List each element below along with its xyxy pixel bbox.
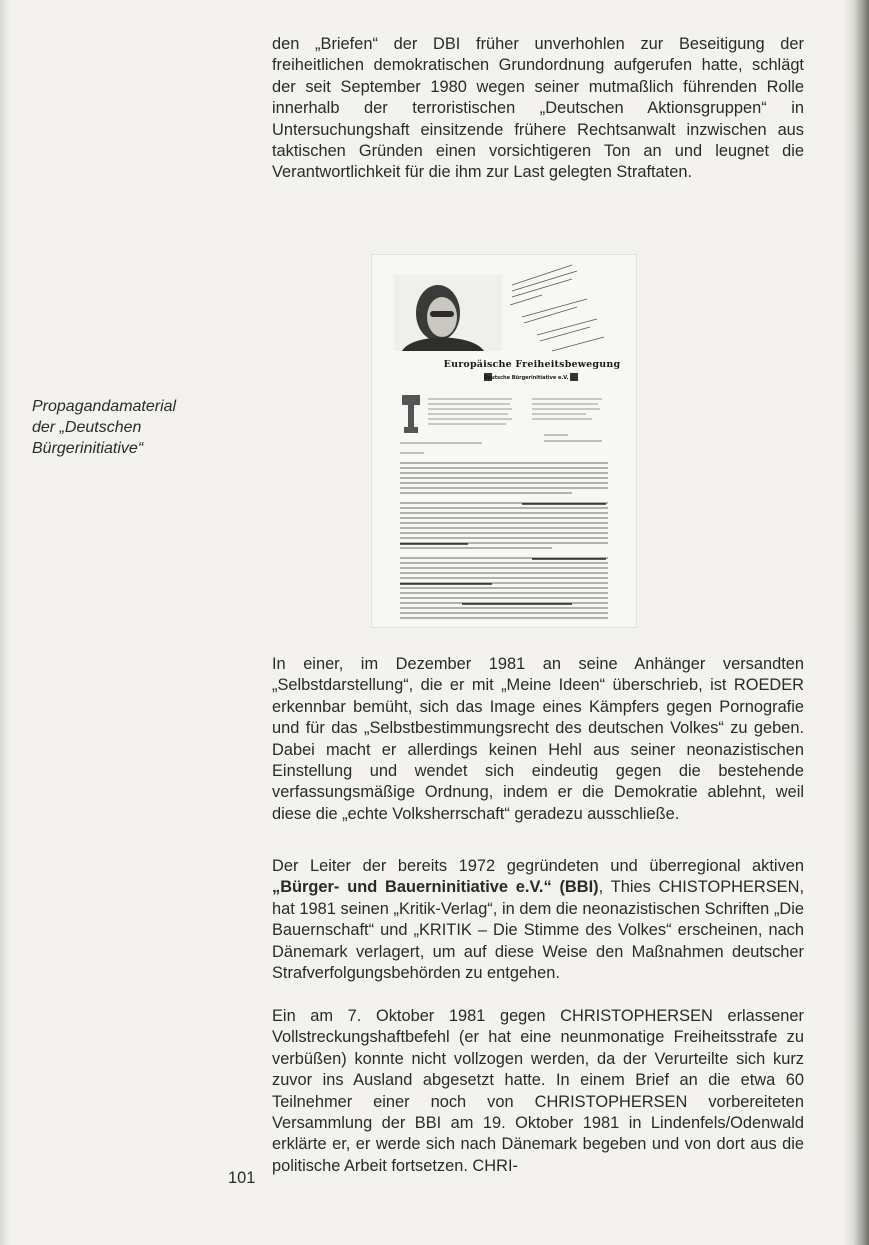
underlined-passages — [400, 504, 606, 604]
letterhead-title: Europäische Freiheitsbewegung — [443, 359, 621, 370]
organization-name-bold: „Bürger- und Bauerninitiative e.V.“ (BBI) — [272, 878, 599, 897]
letter-body-text — [400, 463, 608, 618]
caption-line-3: Bürgerinitiative“ — [32, 440, 144, 457]
letterhead-subtitle: Deutsche Bürgerinitiative e.V. — [483, 375, 569, 381]
address-columns — [428, 399, 602, 424]
statue-figure — [402, 395, 420, 433]
paragraph-intro: den „Briefen“ der DBI früher unverhohlen zur Beseitigung der freiheitlichen demokratischen Grundordnung aufgerufen hatte, schlägt der seit September 1980 wegen seiner mutmaßlich führenden Rolle innerhalb der terroristischen „Deutschen Aktionsgruppen“ in Untersuchungshaft einsitzende frühere Rechtsanwalt inzwischen aus taktischen Gründen einen vorsichtigeren Ton an und leugnet die Verantwortlichkeit für die ihm zur Last gelegten Straftaten. — [272, 35, 804, 182]
document-illustration — [372, 255, 636, 627]
caption-line-1: Propagandamaterial — [32, 398, 177, 415]
reference-line — [400, 435, 602, 453]
figure-caption — [32, 396, 232, 459]
book-binding-shadow — [843, 0, 869, 1245]
page-number: 101 — [228, 1169, 256, 1187]
propaganda-document-image — [372, 255, 636, 627]
paragraph-arrest-warrant: Ein am 7. Oktober 1981 gegen CHRISTOPHERSEN erlassener Vollstreckungshaftbefehl (er hat eine neunmonatige Freiheitsstrafe zu verbüßen) konnte nicht vollzogen werden, da der Verurteilte sich kurz zuvor ins Ausland abgesetzt hatte. In einem Brief an die etwa 60 Teilnehmer einer noch von CHRISTOPHERSEN vorbereiteten Versammlung der BBI am 19. Oktober 1981 in Lindenfels/Odenwald erklärte er, er werde sich nach Dänemark begeben und von dort aus die politische Arbeit fortsetzen. CHRI- — [272, 1007, 804, 1175]
portrait-photo — [394, 275, 502, 351]
paragraph-bbi-intro: Der Leiter der bereits 1972 gegründeten und überregional aktiven — [272, 857, 804, 875]
paragraph-roeder: In einer, im Dezember 1981 an seine Anhänger versandten „Selbstdarstellung“, die er mit „Meine Ideen“ überschrieb, ist ROEDER erkennbar bemüht, sich das Image eines Kämpfers gegen Pornografie und für das „Selbstbestimmungsrecht des deutschen Volkes“ zu geben. Dabei macht er allerdings keinen Hehl aus seiner neonazistischen Einstellung und wendet sich eindeutig gegen die bestehende verfassungsmäßige Ordnung, indem er die Demokratie ablehnt, weil diese die „echte Volksherrschaft“ geradezu ausschließe. — [272, 655, 804, 823]
scattered-text-lines — [510, 265, 604, 351]
paragraph-bbi — [272, 856, 804, 984]
paragraph-bbi-rest: , Thies CHISTOPHERSEN, hat 1981 seinen „Kritik-Verlag“, in dem die neonazistischen Schriften „Die Bauernschaft“ und „KRITIK – Die Stimme des Volkes“ erscheinen, nach Dänemark verlagert, um auf diese Weise den Maßnahmen deutscher Strafverfolgungsbehörden zu entgehen. — [272, 878, 804, 983]
caption-line-2: der „Deutschen — [32, 419, 142, 436]
page-left-edge — [0, 0, 10, 1245]
